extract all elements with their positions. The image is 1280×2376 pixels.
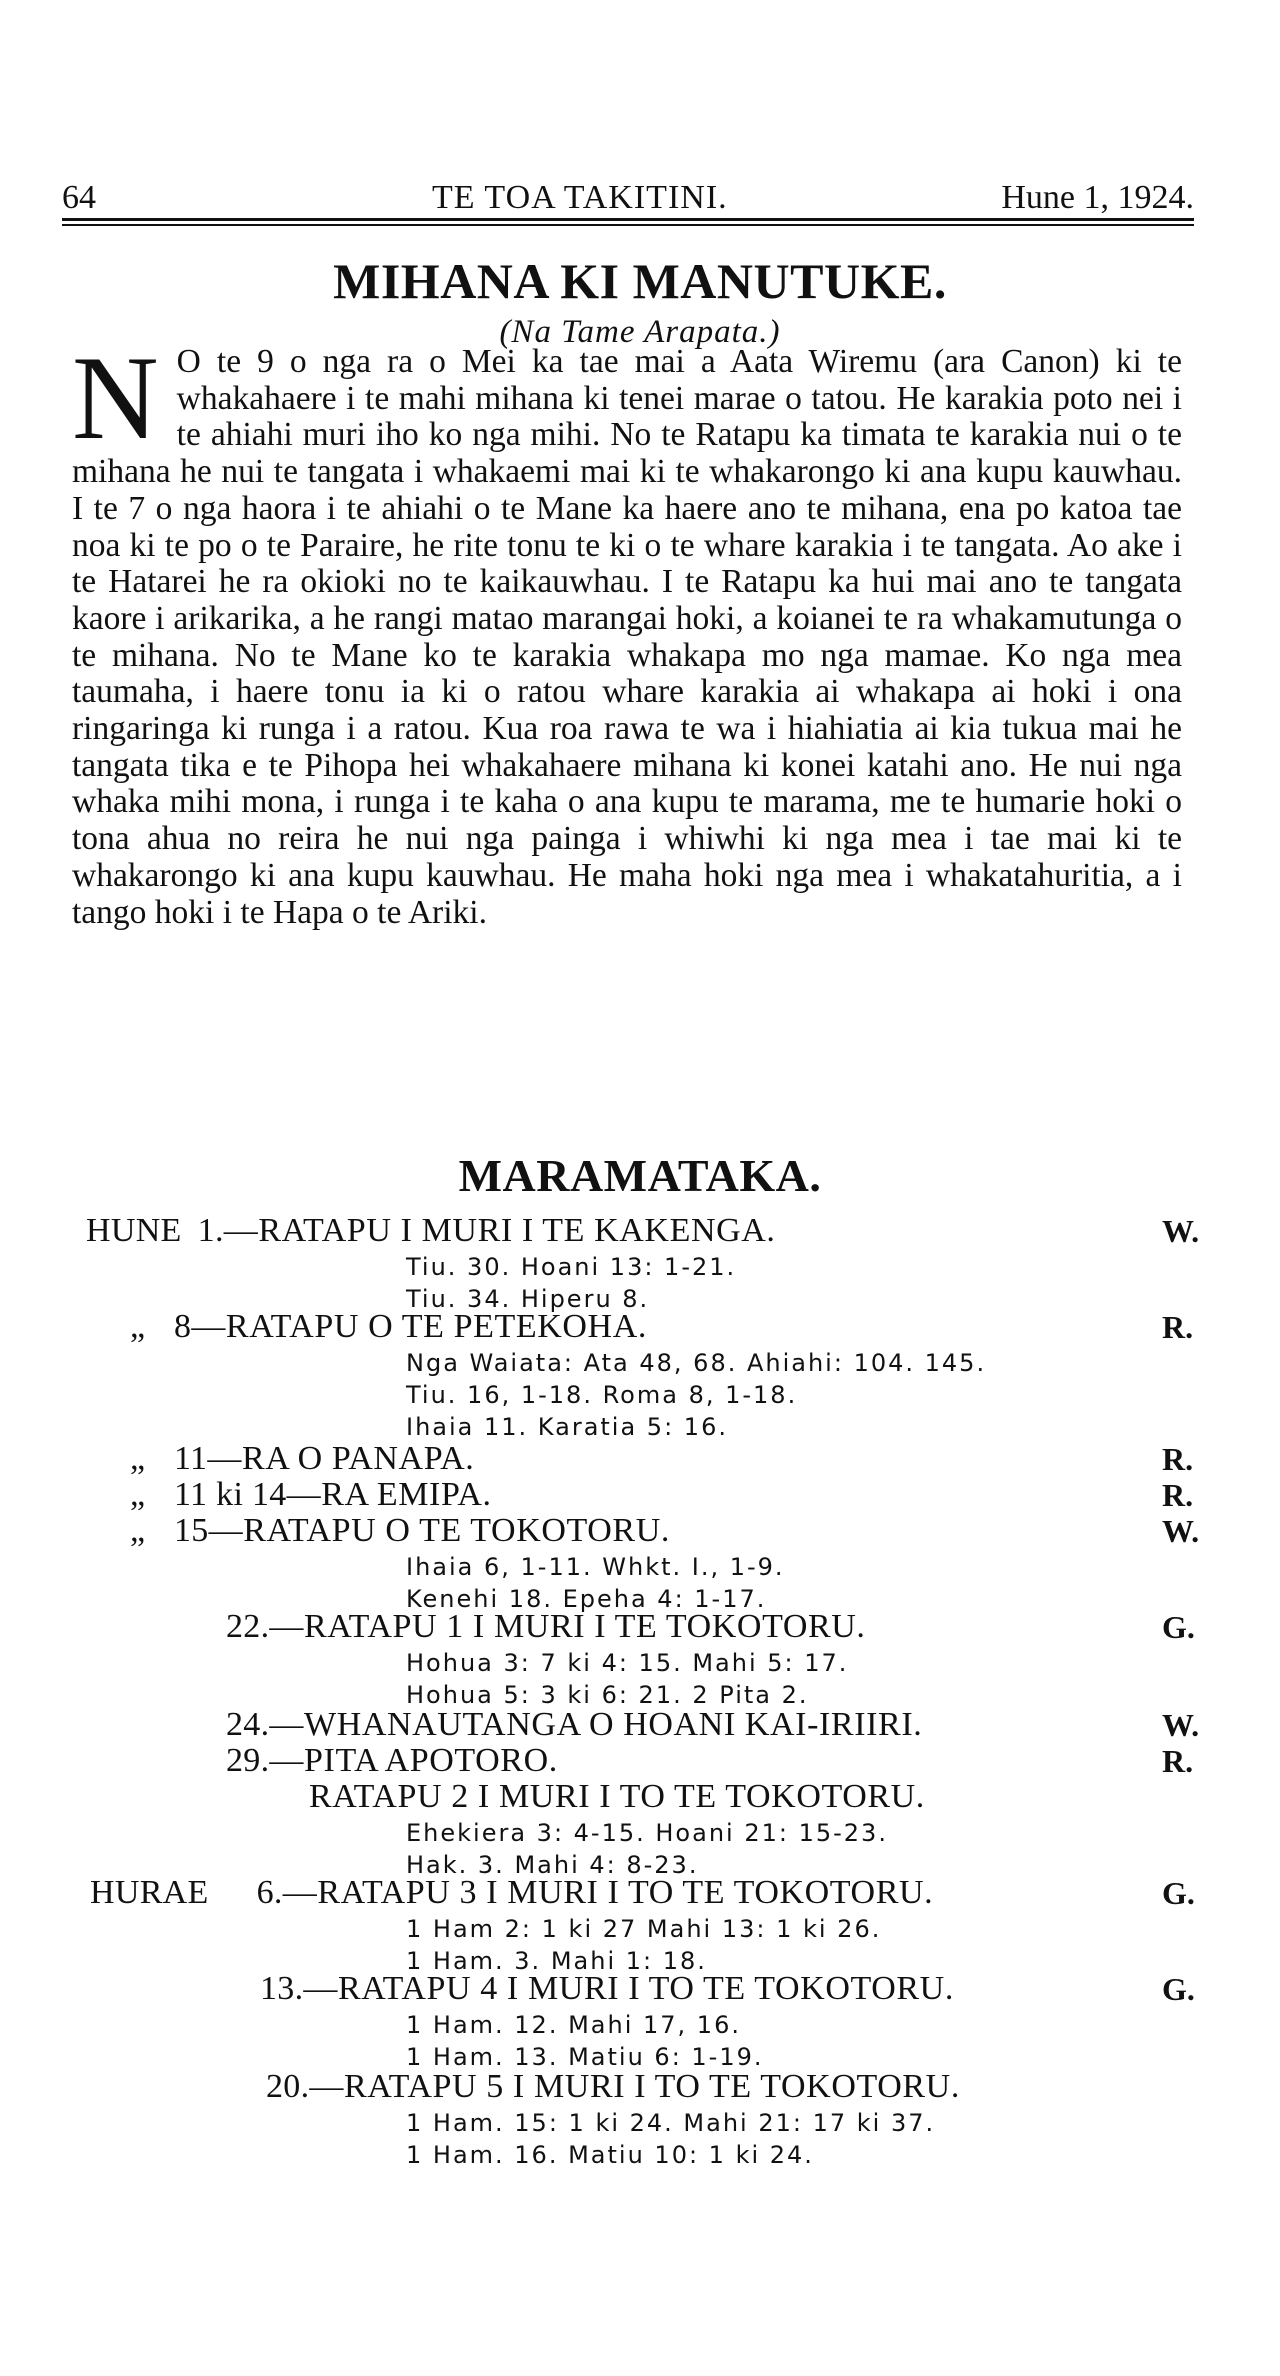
liturgical-colour-code: R. — [1162, 1441, 1194, 1477]
entry-title: —RATAPU 5 I MURI I TO TE TOKOTORU. — [309, 2068, 960, 2105]
entry-title: —PITA APOTORO. — [269, 1742, 558, 1779]
entry-day: 11 ki 14 — [174, 1476, 287, 1513]
entry-reading: Hohua 5: 3 ki 6: 21. 2 Pita 2. — [406, 1681, 809, 1709]
entry-reading: 1 Ham. 16. Matiu 10: 1 ki 24. — [406, 2141, 814, 2169]
article-byline: (Na Tame Arapata.) — [499, 314, 781, 350]
page-number: 64 — [62, 179, 96, 216]
liturgical-colour-code: R. — [1162, 1743, 1194, 1779]
entry-month: HUNE — [86, 1212, 182, 1249]
entry-day: 6. — [256, 1874, 283, 1911]
ditto-mark: „ — [130, 1512, 146, 1549]
liturgical-colour-code: G. — [1162, 1609, 1195, 1645]
entry-title: —RATAPU 4 I MURI I TO TE TOKOTORU. — [303, 1970, 954, 2007]
liturgical-colour-code: G. — [1162, 1971, 1195, 2007]
entry-reading: Ihaia 11. Karatia 5: 16. — [406, 1413, 728, 1441]
entry-reading: Tiu. 34. Hiperu 8. — [406, 1285, 650, 1313]
liturgical-colour-code: W. — [1162, 1513, 1200, 1549]
header-rule — [62, 218, 1194, 221]
entry-reading: Ihaia 6, 1-11. Whkt. I., 1-9. — [406, 1553, 785, 1581]
entry-reading: Ehekiera 3: 4-15. Hoani 21: 15-23. — [406, 1819, 888, 1847]
entry-date-label — [226, 1706, 269, 1744]
entry-day: 8 — [174, 1308, 192, 1345]
entry-day: 13. — [260, 1970, 304, 2007]
entry-reading: 1 Ham. 3. Mahi 1: 18. — [406, 1947, 707, 1975]
article-title: MIHANA KI MANUTUKE. — [333, 253, 947, 309]
entry-date-label — [226, 1608, 269, 1646]
entry-date-label — [226, 1742, 269, 1780]
entry-title: —RATAPU 1 I MURI I TE TOKOTORU. — [269, 1608, 866, 1645]
entry-reading: Hak. 3. Mahi 4: 8-23. — [406, 1851, 699, 1879]
entry-title: —WHANAUTANGA O HOANI KAI-IRIIRI. — [269, 1706, 923, 1743]
entry-reading: Nga Waiata: Ata 48, 68. Ahiahi: 104. 145. — [406, 1349, 987, 1377]
entry-date-label — [130, 1476, 287, 1514]
entry-day: 15 — [174, 1512, 209, 1549]
entry-day: 11 — [174, 1440, 208, 1477]
entry-day: 22. — [226, 1608, 270, 1645]
issue-date: Hune 1, 1924. — [1001, 179, 1194, 216]
entry-reading: Tiu. 30. Hoani 13: 1-21. — [406, 1253, 737, 1281]
entry-date-label — [266, 2068, 309, 2106]
entry-month: HURAE — [90, 1874, 209, 1911]
liturgical-colour-code: R. — [1162, 1477, 1194, 1513]
entry-day: 29. — [226, 1742, 270, 1779]
entry-title: —RATAPU O TE PETEKOHA. — [191, 1308, 647, 1345]
entry-reading: 1 Ham. 13. Matiu 6: 1-19. — [406, 2043, 764, 2071]
entry-date-label — [130, 1308, 191, 1346]
entry-day: 1. — [197, 1212, 224, 1249]
drop-cap: N — [72, 331, 159, 464]
article-text: O te 9 o nga ra o Mei ka tae mai a Aata Wiremu (ara Canon) ki te whakahaere i te mahi mihana ki tenei marae o tatou. He karakia poto nei i te ahiahi muri iho ko nga mihi. No te Ratapu ka timata te karakia nui o te mihana he nui te tangata i whakaemi mai ki te whakarongo ki ana kupu kauwhau. I te 7 o nga haora i te ahiahi o te Mane ka haere ano te mihana, ena po katoa tae noa ki te po o te Paraire, he rite tonu te ki o te whare karakia i te tangata. Ao ake i te Hatarei he ra okioki no te kaikauwhau. I te Ratapu ka hui mai ano te tangata kaore i arikarika, a he rangi matao marangai hoki, a koianei te ra whakamutunga o te mihana. No te Mane ko te karakia whakapa mo nga mamae. Ko nga mea taumaha, i haere tonu ia ki o ratou whare karakia ai whakapa ai hoki i ona ringaringa ki runga i a ratou. Kua roa rawa te wa i hiahiatia ai kia tukua mai he tangata tika e te Pihopa hei whakahaere mihana ki konei katahi ano. He nui nga whaka mihi mona, i runga i te kaha o ana kupu te marama, me te humarie hoki o tona ahua no reira he nui nga painga i whiwhi ki nga mea i tae mai ki te whakarongo ki ana kupu kauwhau. He maha hoki nga mea i whakatahuritia, a i tango hoki i te Hapa o te Ariki. — [72, 343, 1182, 931]
entry-reading: Tiu. 16, 1-18. Roma 8, 1-18. — [406, 1381, 798, 1409]
entry-date-label — [90, 1874, 283, 1912]
entry-date-label — [86, 1212, 224, 1250]
header-rule-thin — [62, 224, 1194, 226]
entry-title: RATAPU 2 I MURI I TO TE TOKOTORU. — [309, 1778, 925, 1815]
liturgical-colour-code: R. — [1162, 1309, 1194, 1345]
entry-title: —RATAPU 3 I MURI I TO TE TOKOTORU. — [282, 1874, 934, 1911]
entry-reading: Hohua 3: 7 ki 4: 15. Mahi 5: 17. — [406, 1649, 849, 1677]
entry-reading: 1 Ham. 15: 1 ki 24. Mahi 21: 17 ki 37. — [406, 2109, 936, 2137]
entry-title: —RATAPU I MURI I TE KAKENGA. — [223, 1212, 776, 1249]
running-head — [62, 178, 1194, 218]
publication-title: TE TOA TAKITINI. — [432, 179, 728, 216]
liturgical-colour-code: W. — [1162, 1707, 1200, 1743]
ditto-mark: „ — [130, 1440, 146, 1477]
entry-date-label — [130, 1440, 207, 1478]
entry-reading: 1 Ham 2: 1 ki 27 Mahi 13: 1 ki 26. — [406, 1915, 882, 1943]
entry-date-label — [260, 1970, 303, 2008]
entry-title: —RATAPU O TE TOKOTORU. — [208, 1512, 670, 1549]
liturgical-colour-code: G. — [1162, 1875, 1195, 1911]
entry-reading: 1 Ham. 12. Mahi 17, 16. — [406, 2011, 741, 2039]
entry-day: 24. — [226, 1706, 270, 1743]
entry-date-label — [130, 1512, 209, 1550]
ditto-mark: „ — [130, 1308, 146, 1345]
entry-reading: Kenehi 18. Epeha 4: 1-17. — [406, 1585, 767, 1613]
ditto-mark: „ — [130, 1476, 146, 1513]
entry-title: —RA EMIPA. — [286, 1476, 492, 1513]
calendar-heading: MARAMATAKA. — [458, 1150, 822, 1201]
entry-day: 20. — [266, 2068, 310, 2105]
entry-title: —RA O PANAPA. — [207, 1440, 475, 1477]
liturgical-colour-code: W. — [1162, 1213, 1200, 1249]
